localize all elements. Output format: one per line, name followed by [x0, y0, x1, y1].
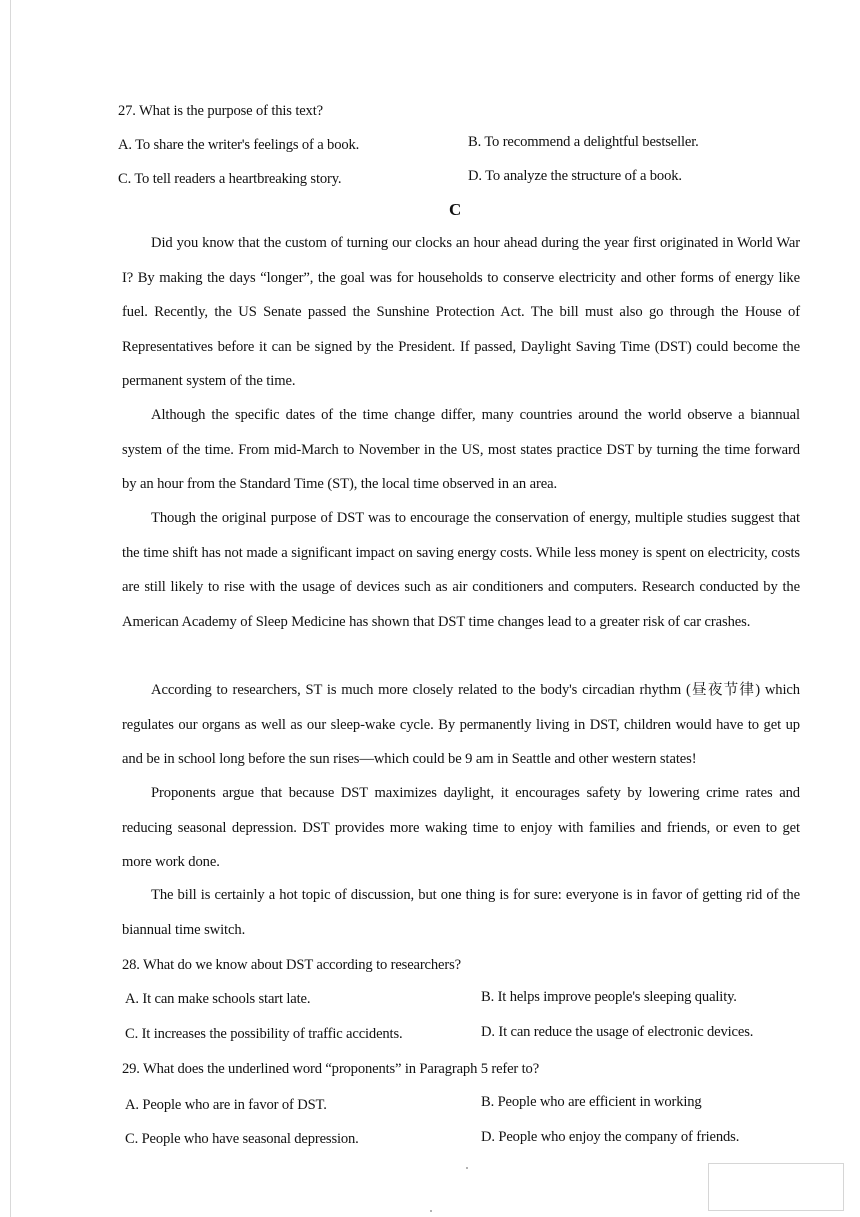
- passage-paragraph-4: According to researchers, ST is much more closely related to the body's circadian rhythm (昼夜节律) which regulates our organs as well as our sleep-wake cycle. By permanently living in DST, children would have to get up and be in school long before the sun rises—which could be 9 am in Seattle and other western states!: [122, 682, 800, 767]
- scan-speck: [466, 1167, 468, 1169]
- q27-option-a: A. To share the writer's feelings of a book.: [118, 137, 360, 153]
- passage-paragraph-2: Although the specific dates of the time change differ, many countries around the world observe a biannual system of the time. From mid-March to November in the US, most states practice DST by turning the time forward by an hour from the Standard Time (ST), the local time observed in an area.: [122, 407, 800, 492]
- q27-option-c: C. To tell readers a heartbreaking story.: [118, 171, 342, 187]
- q29-option-a: A. People who are in favor of DST.: [125, 1097, 327, 1113]
- question-27: 27. What is the purpose of this text?: [118, 103, 323, 119]
- scan-speck: [430, 1210, 432, 1212]
- section-heading: C: [449, 200, 462, 219]
- q29-option-c: C. People who have seasonal depression.: [125, 1131, 359, 1147]
- q28-option-b: B. It helps improve people's sleeping quality.: [481, 989, 737, 1005]
- q28-option-d: D. It can reduce the usage of electronic devices.: [481, 1024, 754, 1040]
- q27-option-d: D. To analyze the structure of a book.: [468, 168, 682, 184]
- q27-option-b: B. To recommend a delightful bestseller.: [468, 134, 699, 150]
- passage-paragraph-5: Proponents argue that because DST maximizes daylight, it encourages safety by lowering crime rates and reducing seasonal depression. DST provides more waking time to enjoy with families and friends, or even to get more work done.: [122, 785, 800, 870]
- q28-option-a: A. It can make schools start late.: [125, 991, 311, 1007]
- q28-option-c: C. It increases the possibility of traffic accidents.: [125, 1026, 403, 1042]
- score-box: [708, 1163, 844, 1211]
- q29-option-b: B. People who are efficient in working: [481, 1094, 702, 1110]
- q29-option-d: D. People who enjoy the company of friends.: [481, 1129, 740, 1145]
- passage-paragraph-6: The bill is certainly a hot topic of discussion, but one thing is for sure: everyone is in favor of getting rid of the biannual time switch.: [122, 887, 800, 938]
- passage-paragraph-1: Did you know that the custom of turning our clocks an hour ahead during the year first originated in World War I? By making the days “longer”, the goal was for households to conserve electricity and other forms of energy like fuel. Recently, the US Senate passed the Sunshine Protection Act. The bill must also go through the House of Representatives before it can be signed by the President. If passed, Daylight Saving Time (DST) could become the permanent system of the time.: [122, 235, 800, 389]
- question-29: 29. What does the underlined word “proponents” in Paragraph 5 refer to?: [122, 1061, 540, 1077]
- scan-edge-line: [10, 0, 11, 1217]
- question-28: 28. What do we know about DST according to researchers?: [122, 957, 461, 973]
- passage-paragraph-3: Though the original purpose of DST was to encourage the conservation of energy, multiple studies suggest that the time shift has not made a significant impact on saving energy costs. While less money is spent on electricity, costs are still likely to rise with the usage of devices such as air conditioners and computers. Research conducted by the American Academy of Sleep Medicine has shown that DST time changes lead to a greater risk of car crashes.: [122, 510, 800, 630]
